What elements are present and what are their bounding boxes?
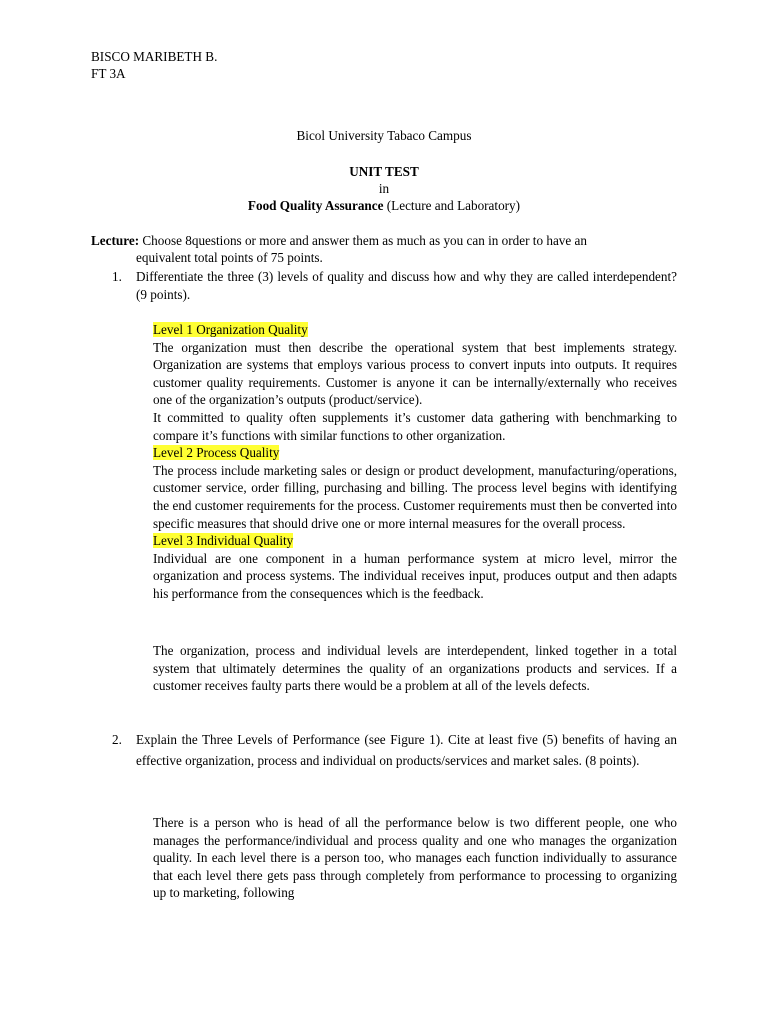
level-2-text: The process include marketing sales or design or product development, manufacturing/operations, customer service, order filling, purchasing and billing. The process level begins with identifying the end customer requirements for the process. Customer requirements must then be converted into specific measures that should drive one or more internal measures for the overall process.	[153, 462, 677, 531]
lecture-instructions-text: Choose 8questions or more and answer them as much as you can in order to have an	[139, 233, 587, 248]
level-3-heading: Level 3 Individual Quality	[153, 533, 294, 549]
level-1-heading: Level 1 Organization Quality	[153, 322, 308, 337]
lecture-instructions	[91, 232, 677, 250]
level-1-text-2: It committed to quality often supplements it’s customer data gathering with benchmarking to compare it’s functions with similar functions to other organization.	[153, 409, 677, 443]
student-section: FT 3A	[91, 66, 126, 81]
level-3-text: Individual are one component in a human performance system at micro level, mirror the organization and process systems. The individual receives input, produces output and then adapts his performance from the consequences which is the feedback.	[153, 550, 677, 601]
question-number: 1.	[112, 269, 122, 284]
student-name: BISCO MARIBETH B.	[91, 49, 218, 64]
course-name: Food Quality Assurance	[247, 198, 384, 213]
level-2-heading: Level 2 Process Quality	[153, 445, 280, 461]
question-1	[112, 268, 677, 303]
course-title	[0, 197, 768, 215]
level-1-text: The organization must then describe the operational system that best implements strategy. Organization are systems that employs various process to convert inputs into outputs. It requires customer quality requirements. Customer is anyone it can be internally/externally who receives one of the organization’s outputs (product/service).	[153, 339, 677, 408]
answer-1-summary: The organization, process and individual levels are interdependent, linked together in a total system that ultimately determines the quality of an organizations products and services. If a customer receives faulty parts there would be a problem at all of the levels defects.	[153, 643, 677, 694]
lecture-label: Lecture:	[91, 233, 140, 248]
unit-test-title: UNIT TEST	[349, 164, 419, 179]
answer-2: There is a person who is head of all the performance below is two different people, one who manages the performance/individual and process quality and one who manages the organization quality. In each level there is a person too, who manages each function individually to assurance that each level there gets pass through completely from performance to processing to organizing up to marketing, following	[153, 815, 677, 901]
title-in: in	[378, 181, 390, 196]
question-number: 2.	[112, 732, 122, 747]
course-type: (Lecture and Laboratory)	[383, 198, 521, 213]
lecture-instructions-continued: equivalent total points of 75 points.	[136, 250, 323, 265]
question-2	[112, 729, 677, 771]
question-text: Explain the Three Levels of Performance (see Figure 1). Cite at least five (5) benefits of having an effective organization, process and individual on products/services and market sales. (8 points).	[136, 732, 677, 768]
question-text: Differentiate the three (3) levels of quality and discuss how and why they are called interdependent? (9 points).	[136, 269, 677, 302]
student-header	[91, 48, 217, 82]
school-name: Bicol University Tabaco Campus	[296, 128, 472, 143]
answer-1	[153, 321, 677, 603]
